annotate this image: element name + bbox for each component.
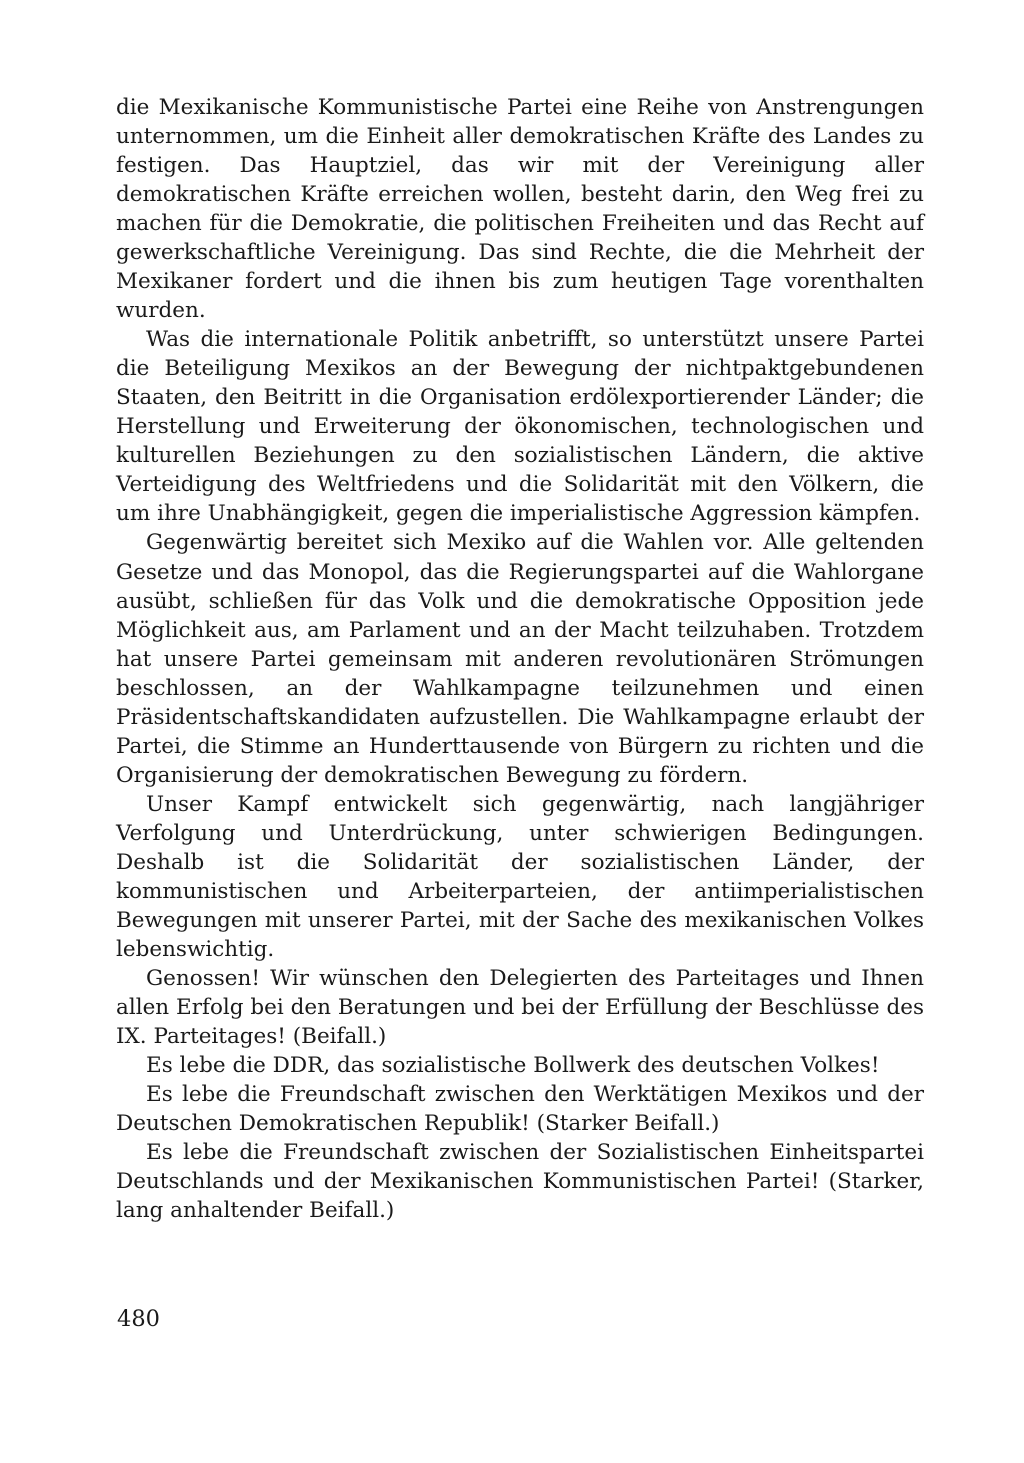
paragraph-6: Es lebe die DDR, das sozialistische Bollwerk des deutschen Volkes! [146, 1053, 880, 1079]
paragraph-8: Es lebe die Freundschaft zwischen der Sozialistischen Einheitspartei Deutschlands und der Mexikanischen Kommunistischen Partei! (Starker, lang anhaltender Beifall.) [116, 1140, 924, 1224]
paragraph-7: Es lebe die Freundschaft zwischen den Werktätigen Mexikos und der Deutschen Demokratischen Republik! (Starker Beifall.) [116, 1082, 924, 1137]
paragraph-4: Unser Kampf entwickelt sich gegenwärtig, nach langjähriger Verfolgung und Unterdrückung, unter schwierigen Bedingungen. Deshalb ist die Solidarität der sozialistischen Länder, der kommunistischen und Arbeiterparteien, der antiimperialistischen Bewegungen mit unserer Partei, mit der Sache des mexikanischen Volkes lebenswichtig. [116, 791, 924, 962]
paragraph-2: Was die internationale Politik anbetrifft, so unterstützt unsere Partei die Beteiligung Mexikos an der Bewegung der nichtpaktgebundenen Staaten, den Beitritt in die Organisation erdölexportierender Länder; die Herstellung und Erweiterung der ökonomischen, technologischen und kulturellen Beziehungen zu den sozialistischen Ländern, die aktive Verteidigung des Weltfriedens und die Solidarität mit den Völkern, die um ihre Unabhängigkeit, gegen die imperialistische Aggression kämpfen. [116, 327, 924, 527]
paragraph-3: Gegenwärtig bereitet sich Mexiko auf die Wahlen vor. Alle geltenden Gesetze und das Monopol, das die Regierungspartei auf die Wahlorgane ausübt, schließen für das Volk und die demokratische Opposition jede Möglichkeit aus, am Parlament und an der Macht teilzuhaben. Trotzdem hat unsere Partei gemeinsam mit anderen revolutionären Strömungen beschlossen, an der Wahlkampagne teilzunehmen und einen Präsidentschaftskandidaten aufzustellen. Die Wahlkampagne erlaubt der Partei, die Stimme an Hunderttausende von Bürgern zu richten und die Organisierung der demokratischen Bewegung zu fördern. [116, 530, 924, 788]
page-number: 480 [117, 1306, 160, 1332]
body-text [116, 93, 924, 1225]
paragraph-1: die Mexikanische Kommunistische Partei eine Reihe von Anstrengungen unternommen, um die Einheit aller demokratischen Kräfte des Landes zu festigen. Das Hauptziel, das wir mit der Vereinigung aller demokratischen Kräfte erreichen wollen, besteht darin, den Weg frei zu machen für die Demokratie, die politischen Freiheiten und das Recht auf gewerkschaftliche Vereinigung. Das sind Rechte, die die Mehrheit der Mexikaner fordert und die ihnen bis zum heutigen Tage vorenthalten wurden. [116, 95, 924, 324]
paragraph-5: Genossen! Wir wünschen den Delegierten des Parteitages und Ihnen allen Erfolg bei den Beratungen und bei der Erfüllung der Beschlüsse des IX. Parteitages! (Beifall.) [116, 965, 924, 1049]
